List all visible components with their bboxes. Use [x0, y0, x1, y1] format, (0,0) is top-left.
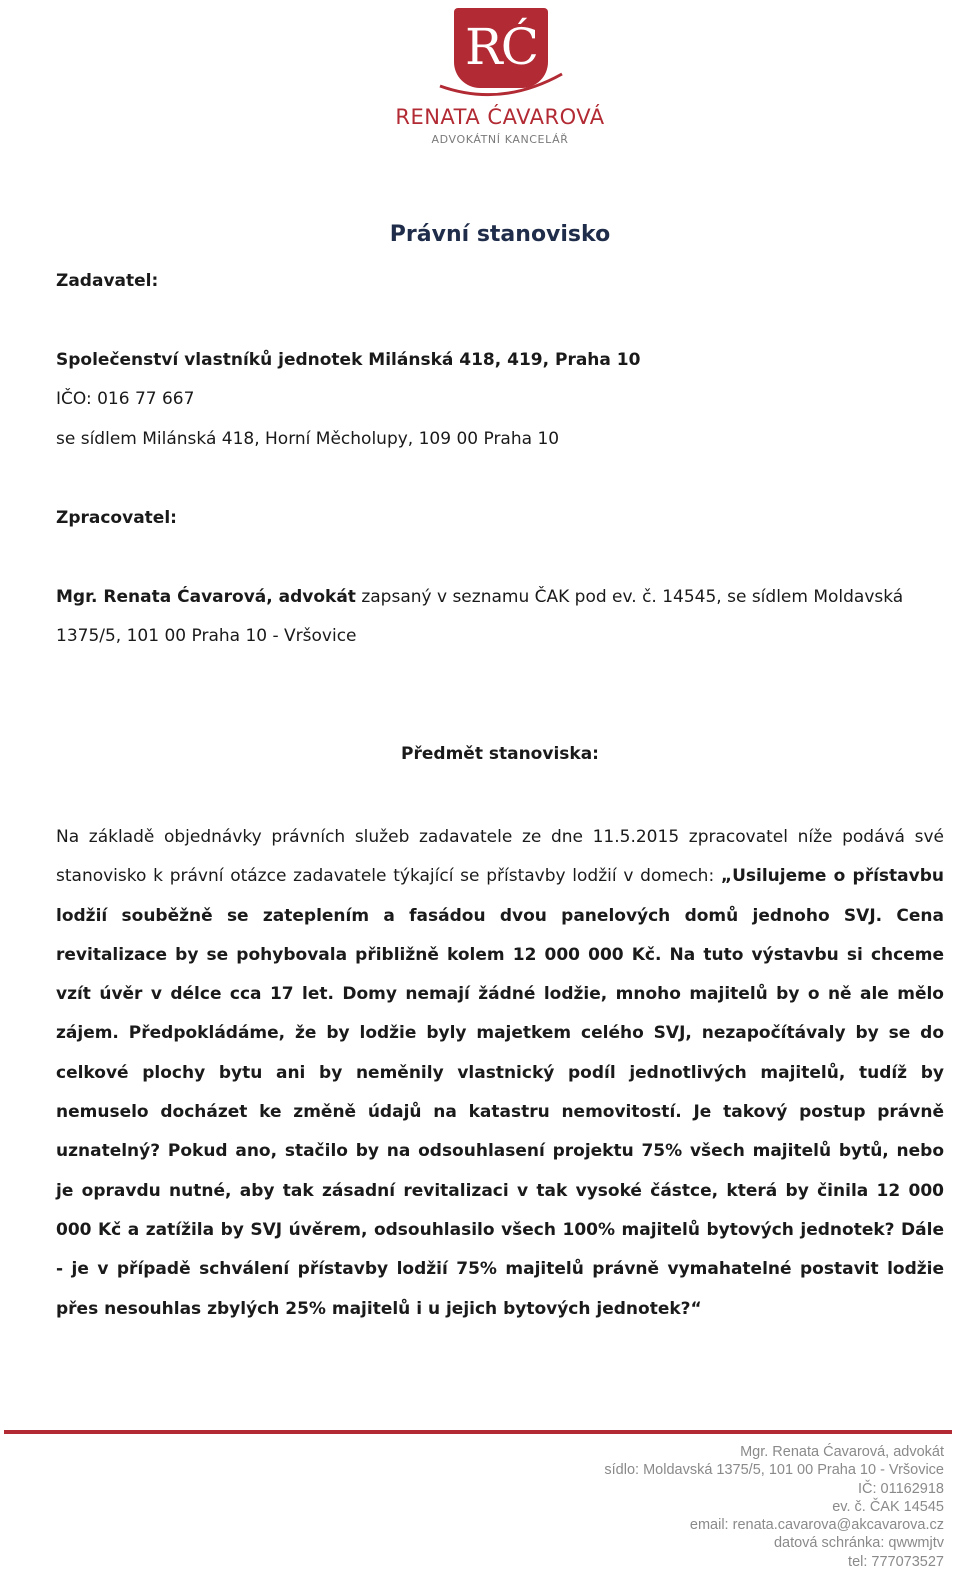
footer-email: email: renata.cavarova@akcavarova.cz — [689, 1517, 944, 1534]
author-heading: Zpracovatel: — [56, 508, 177, 528]
subject-intro: Na základě objednávky právních služeb zadavatele ze dne 11.5.2015 zpracovatel níže podává své stanovisko k právní otázce zadavatele týkající se přístavby lodžií v domech: — [56, 827, 944, 887]
client-question-quote: „Usilujeme o přístavbu lodžií souběžně se zateplením a fasádou dvou panelových domů jednoho SVJ. Cena revitalizace by se pohybovala přibližně kolem 12 000 000 Kč. Na tuto výstavbu si chceme vzít úvěr v délce cca 17 let. Domy nemají žádné lodžie, mnoho majitelů by o ně ale mělo zájem. Předpokládáme, že by lodžie byly majetkem celého SVJ, nezapočítávaly by se do celkové plochy bytu ani by neměnily vlastnický podíl jednotlivých majitelů, tudíž by nemuselo docházet ke změně údajů na katastru nemovitostí. Je takový postup právně uznatelný? Pokud ano, stačilo by na odsouhlasení projektu 75% všech majitelů bytů, nebo je opravdu nutné, aby tak zásadní revitalizaci v tak vysoké částce, která by činila 12 000 000 Kč a zatížila by SVJ úvěrem, odsouhlasilo všech 100% majitelů bytových jednotek? Dále - je v případě schválení přístavby lodžií 75% majitelů právně vymahatelné postavit lodžie přes nesouhlas zbylých 25% majitelů i u jejich bytových jednotek?“ — [56, 866, 944, 1319]
client-name: Společenství vlastníků jednotek Milánská 418, 419, Praha 10 — [56, 350, 641, 370]
subject-heading: Předmět stanoviska: — [401, 744, 599, 764]
author-address: 1375/5, 101 00 Praha 10 - Vršovice — [56, 626, 357, 646]
document-title: Právní stanovisko — [389, 222, 611, 247]
logo-swoosh-icon — [436, 64, 566, 104]
logo-subtitle: ADVOKÁTNÍ KANCELÁŘ — [431, 133, 569, 146]
footer-name: Mgr. Renata Ćavarová, advokát — [740, 1444, 944, 1460]
footer-divider — [4, 1430, 952, 1434]
author-registration: zapsaný v seznamu ČAK pod ev. č. 14545, se sídlem Moldavská — [355, 587, 904, 607]
subject-paragraph — [56, 818, 944, 1329]
client-seat: se sídlem Milánská 418, Horní Měcholupy, 109 00 Praha 10 — [56, 429, 560, 449]
author-name: Mgr. Renata Ćavarová, advokát — [56, 587, 356, 607]
logo-mark-letters: RĆ — [465, 18, 537, 76]
footer-ic: IČ: 01162918 — [858, 1480, 944, 1497]
footer-databox: datová schránka: qwwmjtv — [773, 1535, 944, 1552]
footer-contact — [604, 1443, 944, 1571]
client-ico: IČO: 016 77 667 — [56, 389, 195, 409]
footer-cak: ev. č. ČAK 14545 — [832, 1498, 944, 1515]
company-logo — [380, 4, 620, 150]
client-heading: Zadavatel: — [56, 271, 159, 291]
footer-address: sídlo: Moldavská 1375/5, 101 00 Praha 10 - Vršovice — [604, 1462, 944, 1479]
footer-phone: tel: 777073527 — [848, 1553, 944, 1570]
author-line-1 — [56, 585, 903, 609]
logo-name: RENATA ĆAVAROVÁ — [395, 105, 605, 129]
